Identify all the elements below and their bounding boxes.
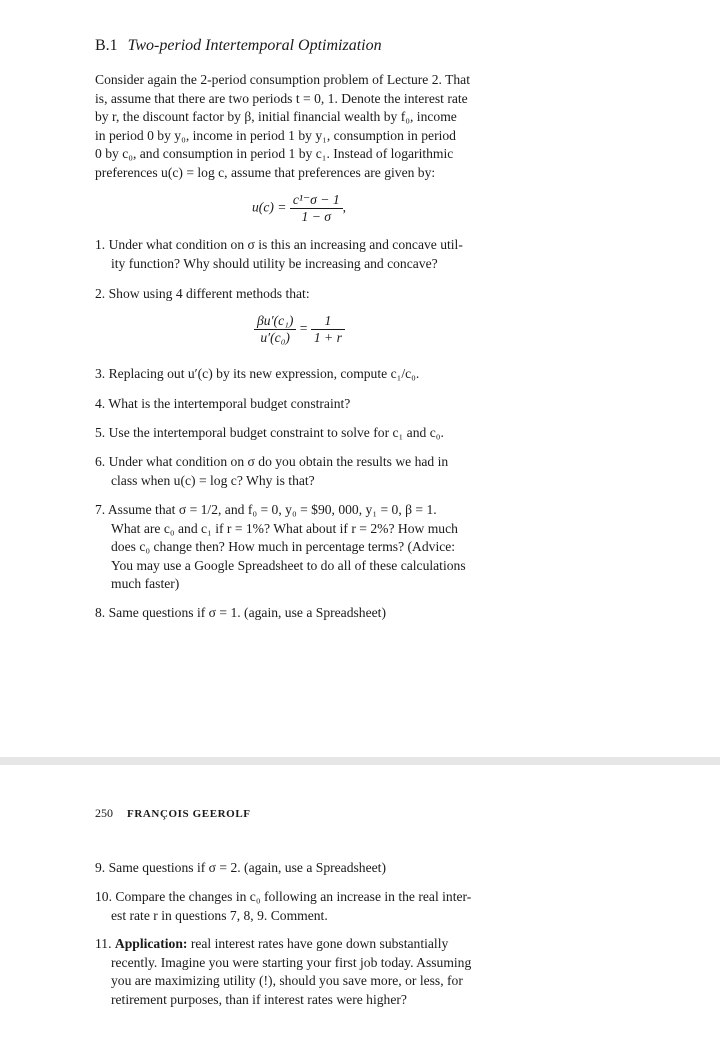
item-text: ity function? Why should utility be increasing and concave? (111, 255, 438, 271)
intro-paragraph (95, 71, 505, 183)
item-bold-label: Application: (114, 936, 188, 951)
question-item (95, 285, 515, 304)
item-text: Compare the changes in c₀ following an increase in the real inter- (115, 889, 472, 904)
item-text: What are c₀ and c₁ if r = 1%? What about if r = 2%? How much (111, 520, 458, 536)
item-number: 5. (95, 425, 106, 440)
euler-lhs-fraction (254, 313, 296, 346)
question-item (95, 365, 515, 384)
item-number: 4. (95, 396, 106, 411)
running-header (95, 806, 251, 821)
item-text: You may use a Google Spreadsheet to do all of these calculations (111, 557, 466, 573)
author-name: FRANÇOIS GEEROLF (127, 808, 251, 820)
item-number: 7. (95, 502, 106, 517)
euler-equation (254, 313, 345, 346)
item-text: Under what condition on σ is this an increasing and concave util- (108, 237, 463, 252)
fraction-numerator: 1 (311, 313, 345, 330)
intro-line: is, assume that there are two periods t = 0, 1. Denote the interest rate (95, 90, 468, 106)
fraction-denominator: 1 + r (313, 330, 342, 345)
section-title: Two-period Intertemporal Optimization (127, 37, 382, 54)
item-text: does c₀ change then? How much in percentage terms? (Advice: (111, 539, 456, 555)
question-item (95, 236, 515, 273)
item-text: Use the intertemporal budget constraint to solve for c₁ and c₀. (108, 425, 444, 440)
item-text: Under what condition on σ do you obtain the results we had in (108, 454, 449, 469)
item-number: 6. (95, 454, 106, 469)
page-number: 250 (95, 806, 113, 820)
question-item (95, 424, 515, 443)
item-number: 8. (95, 605, 106, 620)
fraction-denominator: u′(c₀) (260, 330, 290, 345)
item-number: 3. (95, 366, 106, 381)
euler-rhs-fraction (311, 313, 345, 346)
intro-line: 0 by c₀, and consumption in period 1 by c₁. Instead of logarithmic (95, 146, 454, 162)
item-text: Assume that σ = 1/2, and f₀ = 0, y₀ = $90, 000, y₁ = 0, β = 1. (107, 502, 437, 517)
item-text: real interest rates have gone down substantially (187, 936, 449, 951)
item-text: retirement purposes, than if interest rates were higher? (111, 991, 407, 1007)
intro-line: in period 0 by y₀, income in period 1 by y₁, consumption in period (95, 127, 456, 143)
item-number: 9. (95, 860, 106, 875)
question-item (95, 935, 515, 1009)
equation-comma: , (342, 199, 347, 215)
question-item (95, 859, 515, 878)
question-item (95, 604, 515, 623)
intro-line: preferences u(c) = log c, assume that preferences are given by: (95, 164, 436, 180)
equation-fraction (290, 192, 343, 225)
item-text: Same questions if σ = 2. (again, use a Spreadsheet) (108, 860, 386, 875)
page-separator (0, 757, 720, 765)
item-number: 11. (95, 936, 112, 951)
question-item (95, 395, 515, 414)
item-number: 10. (95, 889, 112, 904)
fraction-numerator: c¹⁻σ − 1 (290, 192, 343, 209)
item-text: much faster) (111, 576, 180, 592)
question-item (95, 501, 515, 594)
item-text: Show using 4 different methods that: (108, 286, 310, 301)
intro-line: by r, the discount factor by β, initial financial wealth by f₀, income (95, 109, 457, 125)
section-heading (95, 37, 382, 55)
question-item (95, 453, 515, 490)
question-item (95, 888, 515, 925)
section-number: B.1 (95, 37, 118, 54)
item-text: What is the intertemporal budget constraint? (108, 396, 351, 411)
item-number: 2. (95, 286, 106, 301)
item-text: class when u(c) = log c? Why is that? (111, 472, 315, 488)
item-text: Replacing out u′(c) by its new expression, compute c₁/c₀. (108, 366, 420, 381)
equals-sign: = (299, 320, 308, 336)
item-text: recently. Imagine you were starting your first job today. Assuming (111, 954, 472, 970)
item-text: Same questions if σ = 1. (again, use a Spreadsheet) (108, 605, 386, 620)
intro-line: Consider again the 2-period consumption problem of Lecture 2. That (95, 72, 470, 87)
fraction-numerator: βu′(c₁) (254, 313, 296, 330)
item-text: you are maximizing utility (!), should you save more, or less, for (111, 973, 463, 989)
item-number: 1. (95, 237, 106, 252)
utility-equation (252, 192, 346, 225)
equation-lhs: u(c) = (252, 199, 287, 215)
fraction-denominator: 1 − σ (301, 209, 331, 224)
item-text: est rate r in questions 7, 8, 9. Comment. (111, 907, 328, 923)
